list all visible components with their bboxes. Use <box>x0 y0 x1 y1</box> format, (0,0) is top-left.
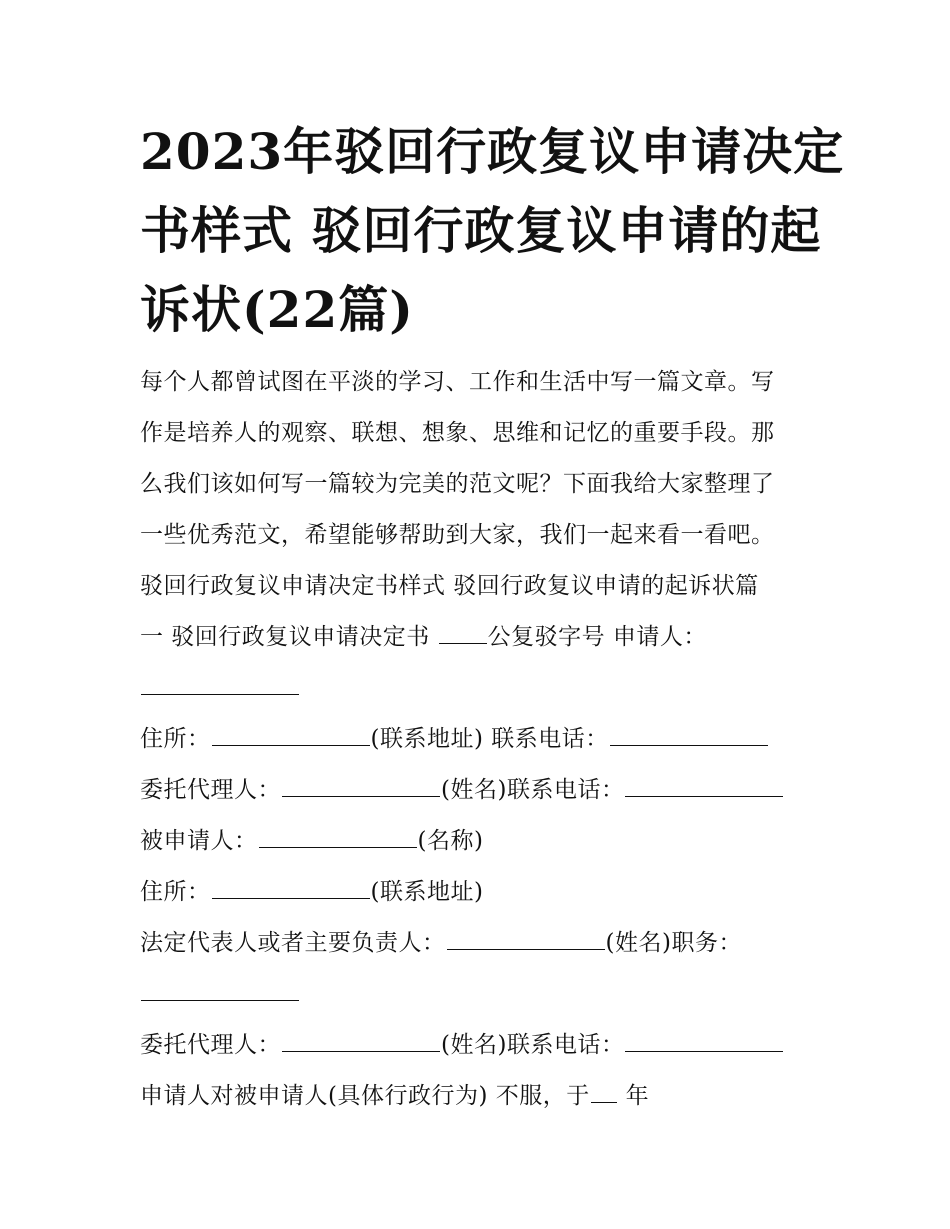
applicant-label: 公复驳字号 申请人： <box>487 624 707 650</box>
agent-label: 委托代理人： <box>140 1032 281 1058</box>
form-line-respondent-agent <box>140 1020 830 1071</box>
intro-line: 驳回行政复议申请决定书样式 驳回行政复议申请的起诉状篇 <box>140 573 759 599</box>
respondent-agent-phone-blank <box>625 1050 783 1052</box>
document-body <box>140 357 830 1122</box>
address-label: 住所： <box>140 879 211 905</box>
contact-address-hint: (联系地址) 联系电话： <box>370 726 609 752</box>
form-line-title-blank <box>140 969 830 1020</box>
address-blank <box>212 744 370 746</box>
title-line-1: 2023年驳回行政复议申请决定 <box>140 122 845 181</box>
form-line-respondent-address <box>140 867 830 918</box>
agent-label: 委托代理人： <box>140 777 281 803</box>
name-phone-hint: (姓名)联系电话： <box>441 1032 625 1058</box>
closing-prefix: 申请人对被申请人(具体行政行为) 不服，于 <box>140 1083 590 1109</box>
closing-suffix: 年 <box>617 1083 650 1109</box>
respondent-name-blank <box>259 846 417 848</box>
applicant-name-blank <box>141 693 299 695</box>
legal-rep-name-blank <box>447 948 605 950</box>
address-hint: (联系地址) <box>370 879 484 905</box>
legal-rep-label: 法定代表人或者主要负责人： <box>140 930 446 956</box>
name-hint: (名称) <box>417 828 484 854</box>
year-blank <box>591 1101 617 1103</box>
respondent-label: 被申请人： <box>140 828 258 854</box>
respondent-agent-name-blank <box>282 1050 440 1052</box>
form-line-decision-number <box>140 612 830 663</box>
phone-blank <box>610 744 768 746</box>
title-line-3: 诉状(22篇) <box>140 280 414 339</box>
form-line-respondent <box>140 816 830 867</box>
form-line-applicant-address <box>140 714 830 765</box>
form-line-agent <box>140 765 830 816</box>
address-label: 住所： <box>140 726 211 752</box>
form-line-legal-rep <box>140 918 830 969</box>
legal-rep-title-blank <box>141 999 299 1001</box>
decision-number-blank <box>439 642 487 644</box>
form-line-applicant-blank <box>140 663 830 714</box>
intro-line: 一些优秀范文，希望能够帮助到大家，我们一起来看一看吧。 <box>140 522 775 548</box>
name-title-hint: (姓名)职务： <box>605 930 742 956</box>
document-title <box>140 112 845 349</box>
respondent-address-blank <box>212 897 370 899</box>
agent-phone-blank <box>625 795 783 797</box>
form-line-closing <box>140 1071 830 1122</box>
intro-line: 每个人都曾试图在平淡的学习、工作和生活中写一篇文章。写 <box>140 369 775 395</box>
name-phone-hint: (姓名)联系电话： <box>441 777 625 803</box>
intro-line: 么我们该如何写一篇较为完美的范文呢？下面我给大家整理了 <box>140 471 775 497</box>
title-line-2: 书样式 驳回行政复议申请的起 <box>140 201 822 260</box>
intro-line: 作是培养人的观察、联想、想象、思维和记忆的重要手段。那 <box>140 420 775 446</box>
decision-heading: 一 驳回行政复议申请决定书 <box>140 624 438 650</box>
agent-name-blank <box>282 795 440 797</box>
